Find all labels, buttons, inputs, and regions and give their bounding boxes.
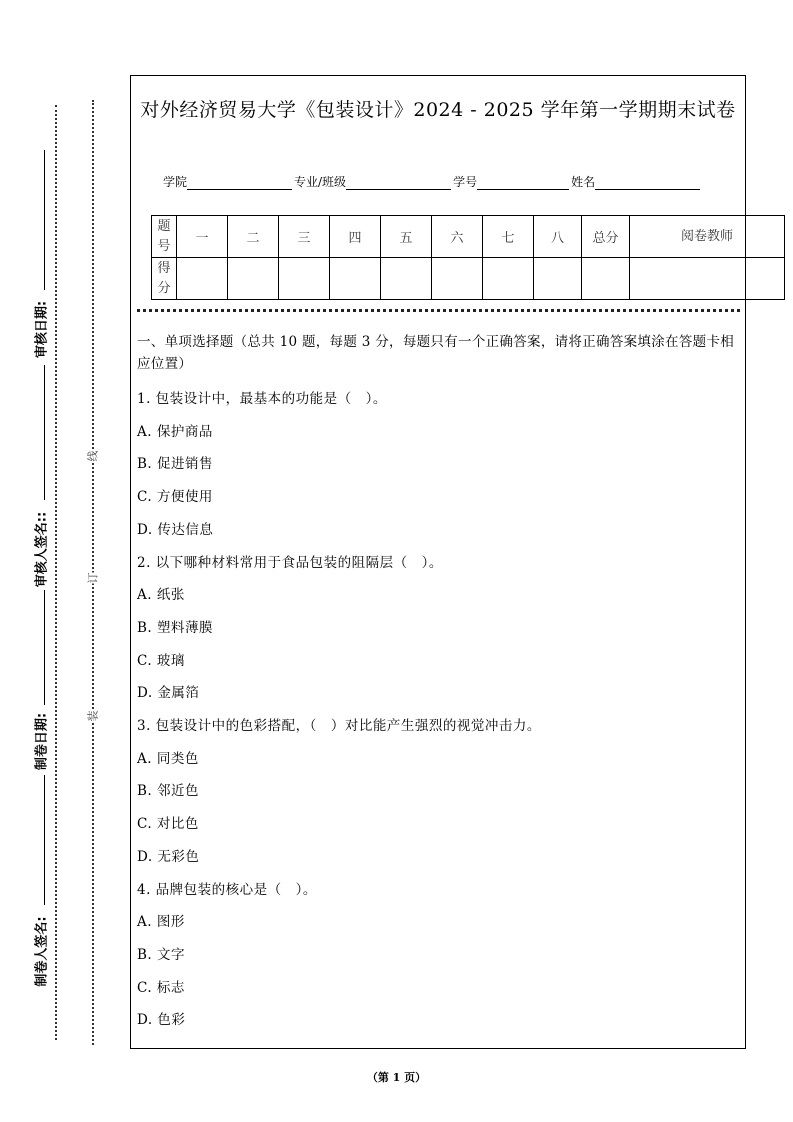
- college-field[interactable]: [187, 175, 292, 190]
- student-id-label: 学号: [453, 175, 478, 189]
- signature-underline: [44, 150, 45, 290]
- answer-option: C. 方便使用: [137, 489, 213, 506]
- preparer-signature-label: 制卷人签名:: [34, 916, 50, 987]
- score-cell: [228, 258, 279, 300]
- college-label: 学院: [163, 175, 188, 189]
- prepare-date-label: 制卷日期:: [34, 712, 50, 771]
- row-header: 题号: [152, 216, 177, 258]
- answer-option: D. 金属箔: [137, 685, 200, 702]
- section-heading: 一、单项选择题（总共 10 题，每题 3 分，每题只有一个正确答案，请将正确答案填涂在答题卡相应位置）: [137, 334, 735, 372]
- signature-underline: [44, 365, 45, 500]
- name-label: 姓名: [571, 175, 596, 189]
- question-stem: 1. 包装设计中，最基本的功能是（ ）。: [137, 391, 387, 407]
- answer-option: A. 图形: [137, 914, 185, 931]
- score-cell: [381, 258, 432, 300]
- answer-option: C. 玻璃: [137, 652, 185, 669]
- student-id-field[interactable]: [477, 175, 569, 190]
- score-cell: [330, 258, 381, 300]
- answer-option: D. 传达信息: [137, 521, 214, 538]
- name-field[interactable]: [595, 175, 700, 190]
- col-header: 三: [279, 216, 330, 258]
- score-cell: [582, 258, 630, 300]
- exam-title: 对外经济贸易大学《包装设计》2024 - 2025 学年第一学期期末试卷: [140, 99, 736, 121]
- col-header: 总分: [582, 216, 630, 258]
- col-header: 六: [432, 216, 483, 258]
- col-header: 一: [177, 216, 228, 258]
- answer-option: D. 无彩色: [137, 848, 200, 865]
- major-label: 专业/班级: [294, 175, 347, 189]
- answer-option: A. 纸张: [137, 587, 185, 604]
- col-header: 四: [330, 216, 381, 258]
- answer-option: B. 文字: [137, 946, 186, 963]
- answer-option: C. 标志: [137, 979, 185, 996]
- score-cell: [630, 258, 785, 300]
- score-table: [151, 215, 785, 300]
- answer-option: B. 邻近色: [137, 783, 200, 800]
- binding-mark-bind: 装: [86, 710, 100, 722]
- major-field[interactable]: [346, 175, 451, 190]
- col-header: 二: [228, 216, 279, 258]
- answer-option: A. 保护商品: [137, 423, 213, 440]
- question-stem: 3. 包装设计中的色彩搭配，（ ）对比能产生强烈的视觉冲击力。: [137, 718, 541, 734]
- score-cell: [279, 258, 330, 300]
- score-cell: [177, 258, 228, 300]
- reviewer-signature-label: 审核人签名::: [34, 511, 50, 588]
- binding-mark-staple: 订: [86, 572, 100, 584]
- answer-option: A. 同类色: [137, 750, 199, 767]
- dotted-separator: [137, 309, 740, 312]
- score-cell: [534, 258, 582, 300]
- student-info: [163, 173, 702, 190]
- question-stem: 2. 以下哪种材料常用于食品包装的阻隔层（ ）。: [137, 554, 443, 571]
- answer-option: D. 色彩: [137, 1012, 186, 1029]
- col-header: 五: [381, 216, 432, 258]
- review-date-label: 审核日期:: [34, 300, 50, 359]
- col-header: 阅卷教师: [630, 216, 785, 258]
- answer-option: C. 对比色: [137, 816, 199, 833]
- signature-underline: [44, 590, 45, 705]
- binding-dotted-line-outer: [55, 105, 57, 1040]
- row-header: 得分: [152, 258, 177, 300]
- question-stem: 4. 品牌包装的核心是（ ）。: [137, 881, 317, 898]
- page-number: （第 1 页）: [366, 1071, 427, 1084]
- score-cell: [432, 258, 483, 300]
- signature-underline: [44, 775, 45, 905]
- binding-mark-line: 线: [86, 450, 100, 462]
- answer-option: B. 促进销售: [137, 456, 214, 473]
- col-header: 七: [483, 216, 534, 258]
- score-cell: [483, 258, 534, 300]
- col-header: 八: [534, 216, 582, 258]
- answer-option: B. 塑料薄膜: [137, 619, 214, 636]
